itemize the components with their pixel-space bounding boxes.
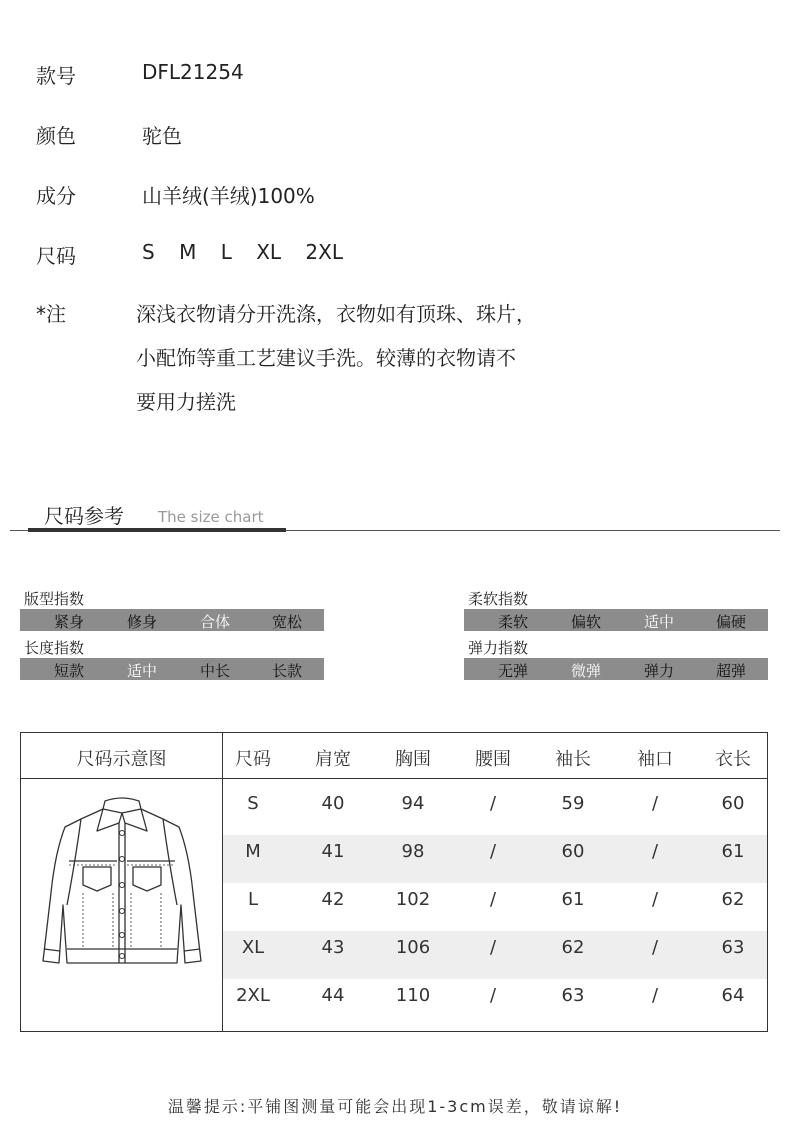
material-value: 山羊绒(羊绒)100% bbox=[142, 184, 315, 208]
table-cell: / bbox=[651, 985, 659, 1006]
note-label: *注 bbox=[36, 302, 66, 326]
material-label: 成分 bbox=[36, 184, 76, 208]
table-cell: 43 bbox=[321, 937, 345, 958]
size-option: 2XL bbox=[305, 240, 343, 264]
table-cell: M bbox=[245, 841, 261, 862]
index-option: 偏软 bbox=[570, 613, 601, 631]
table-cell: / bbox=[651, 841, 659, 862]
table-cell: 59 bbox=[561, 793, 585, 814]
table-cell: 63 bbox=[561, 985, 585, 1006]
index-bar bbox=[20, 609, 324, 631]
index-label: 柔软指数 bbox=[468, 590, 529, 608]
index-option: 修身 bbox=[126, 613, 157, 631]
column-header: 袖长 bbox=[555, 749, 591, 770]
table-cell: / bbox=[489, 841, 497, 862]
jacket-icon bbox=[39, 793, 205, 975]
note-line: 要用力搓洗 bbox=[136, 390, 236, 414]
column-header: 腰围 bbox=[475, 749, 511, 770]
index-label: 弹力指数 bbox=[468, 639, 529, 657]
table-cell: / bbox=[489, 793, 497, 814]
table-cell: L bbox=[247, 889, 259, 910]
table-cell: 2XL bbox=[236, 985, 270, 1006]
table-cell: 98 bbox=[401, 841, 425, 862]
table-cell: / bbox=[651, 889, 659, 910]
table-cell: 40 bbox=[321, 793, 345, 814]
table-cell: 41 bbox=[321, 841, 345, 862]
note-line: 深浅衣物请分开洗涤，衣物如有顶珠、珠片， bbox=[136, 302, 536, 326]
table-cell: / bbox=[489, 937, 497, 958]
jacket-diagram bbox=[39, 793, 205, 979]
table-cell: 110 bbox=[395, 985, 431, 1006]
index-option: 适中 bbox=[643, 613, 674, 631]
size-section-title: 尺码参考 bbox=[44, 504, 124, 528]
table-cell: 94 bbox=[401, 793, 425, 814]
style-no-label: 款号 bbox=[36, 64, 76, 88]
section-underline bbox=[28, 528, 286, 532]
size-option: M bbox=[179, 240, 197, 264]
column-header: 袖口 bbox=[637, 749, 673, 770]
index-label: 版型指数 bbox=[24, 590, 85, 608]
index-bar bbox=[464, 658, 768, 680]
index-bar bbox=[464, 609, 768, 631]
table-cell: 64 bbox=[721, 985, 745, 1006]
diagram-header: 尺码示意图 bbox=[76, 749, 167, 770]
column-header: 胸围 bbox=[395, 749, 431, 770]
table-cell: 44 bbox=[321, 985, 345, 1006]
size-table bbox=[20, 732, 768, 1032]
index-option: 中长 bbox=[199, 662, 230, 680]
style-no-value: DFL21254 bbox=[142, 60, 244, 84]
note-line: 小配饰等重工艺建议手洗。较薄的衣物请不 bbox=[136, 346, 516, 370]
table-cell: 60 bbox=[721, 793, 745, 814]
index-option: 偏硬 bbox=[715, 613, 746, 631]
table-cell: 61 bbox=[721, 841, 745, 862]
table-cell: / bbox=[489, 985, 497, 1006]
table-cell: S bbox=[247, 793, 259, 814]
index-option: 合体 bbox=[199, 613, 230, 631]
footer-note: 温馨提示:平铺图测量可能会出现1-3cm误差，敬请谅解! bbox=[167, 1097, 623, 1116]
size-option: L bbox=[220, 240, 232, 264]
table-cell: 60 bbox=[561, 841, 585, 862]
table-cell: XL bbox=[241, 937, 265, 958]
index-option: 超弹 bbox=[715, 662, 746, 680]
table-cell: 63 bbox=[721, 937, 745, 958]
column-header: 肩宽 bbox=[315, 749, 351, 770]
table-cell: / bbox=[489, 889, 497, 910]
size-option: S bbox=[142, 240, 155, 264]
table-cell: 61 bbox=[561, 889, 585, 910]
table-cell: 62 bbox=[721, 889, 745, 910]
color-value: 驼色 bbox=[142, 124, 182, 148]
index-option: 短款 bbox=[53, 662, 84, 680]
index-option: 无弹 bbox=[497, 662, 528, 680]
index-option: 宽松 bbox=[271, 613, 302, 631]
index-option: 紧身 bbox=[53, 613, 84, 631]
table-cell: / bbox=[651, 793, 659, 814]
color-label: 颜色 bbox=[36, 124, 76, 148]
index-label: 长度指数 bbox=[24, 639, 85, 657]
table-cell: / bbox=[651, 937, 659, 958]
index-option: 长款 bbox=[271, 662, 302, 680]
column-header: 衣长 bbox=[715, 749, 751, 770]
table-cell: 42 bbox=[321, 889, 345, 910]
table-cell: 106 bbox=[395, 937, 431, 958]
sizes-values bbox=[142, 240, 361, 264]
index-bar bbox=[20, 658, 324, 680]
column-header: 尺码 bbox=[235, 749, 271, 770]
index-option: 适中 bbox=[126, 662, 157, 680]
index-option: 微弹 bbox=[570, 662, 601, 680]
table-cell: 102 bbox=[395, 889, 431, 910]
table-divider bbox=[21, 778, 767, 779]
size-option: XL bbox=[256, 240, 282, 264]
index-option: 弹力 bbox=[643, 662, 674, 680]
size-section-subtitle: The size chart bbox=[158, 508, 264, 526]
index-option: 柔软 bbox=[497, 613, 528, 631]
sizes-label: 尺码 bbox=[36, 244, 76, 268]
table-cell: 62 bbox=[561, 937, 585, 958]
